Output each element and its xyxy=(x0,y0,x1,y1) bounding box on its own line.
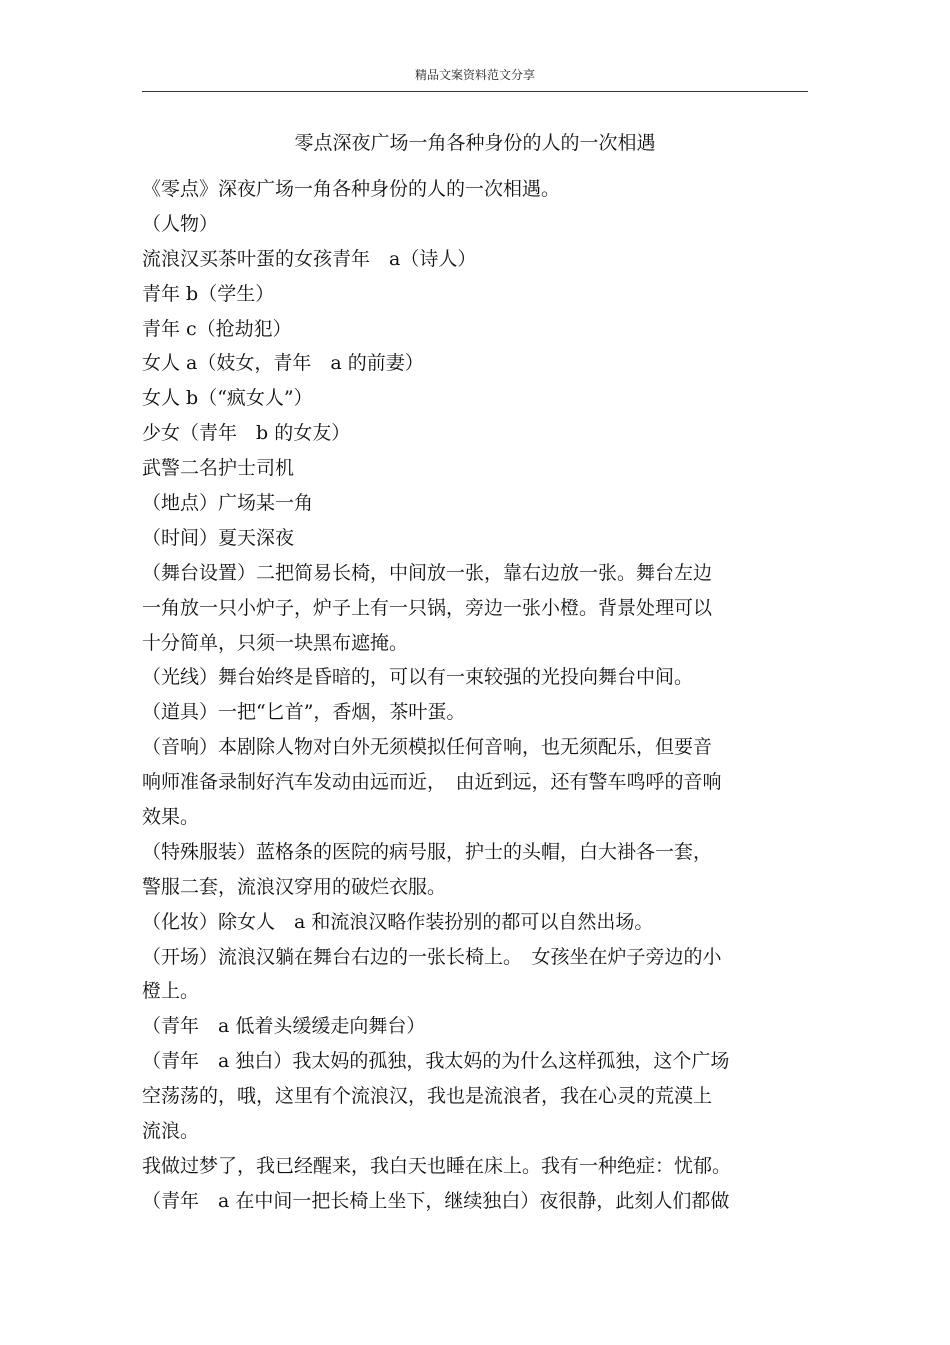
text-line: （舞台设置）二把简易长椅，中间放一张，靠右边放一张。舞台左边 xyxy=(142,561,713,584)
text-line: （开场）流浪汉躺在舞台右边的一张长椅上。 女孩坐在炉子旁边的小 xyxy=(142,945,722,968)
text-line: 女人 a（妓女，青年 a 的前妻） xyxy=(142,352,424,375)
text-line: （时间）夏天深夜 xyxy=(142,526,295,549)
text-line: （人物） xyxy=(142,212,219,235)
header-divider xyxy=(142,91,808,92)
text-line: 橙上。 xyxy=(142,980,200,1003)
text-line: 流浪汉买茶叶蛋的女孩青年 a（诗人） xyxy=(142,247,477,270)
text-line: 青年 b（学生） xyxy=(142,282,275,305)
text-line: 一角放一只小炉子，炉子上有一只锅，旁边一张小橙。背景处理可以 xyxy=(142,596,713,619)
document-title: 零点深夜广场一角各种身份的人的一次相遇 xyxy=(294,132,656,154)
text-line: （地点）广场某一角 xyxy=(142,492,314,515)
text-line: 流浪。 xyxy=(142,1120,200,1143)
text-line: （青年 a 低着头缓缓走向舞台） xyxy=(142,1015,426,1038)
text-line: （道具）一把“匕首”，香烟，茶叶蛋。 xyxy=(142,701,466,724)
page-header: 精品文案资料范文分享 xyxy=(414,68,535,82)
text-line: 青年 c（抢劫犯） xyxy=(142,317,292,340)
text-line: 女人 b（“疯女人”） xyxy=(142,387,313,410)
text-line: 警服二套，流浪汉穿用的破烂衣服。 xyxy=(142,875,447,898)
text-line: 《零点》深夜广场一角各种身份的人的一次相遇。 xyxy=(142,178,561,200)
text-line: （青年 a 独白）我太妈的孤独，我太妈的为什么这样孤独，这个广场 xyxy=(142,1050,730,1073)
text-line: 空荡荡的，哦，这里有个流浪汉，我也是流浪者，我在心灵的荒漠上 xyxy=(142,1085,713,1108)
document-body xyxy=(142,172,802,1219)
text-line: （化妆）除女人 a 和流浪汉略作装扮别的都可以自然出场。 xyxy=(142,910,654,933)
text-line: （光线）舞台始终是昏暗的，可以有一束较强的光投向舞台中间。 xyxy=(142,666,694,689)
text-line: （音响）本剧除人物对白外无须模拟任何音响，也无须配乐，但要音 xyxy=(142,736,713,759)
text-line: 武警二名护士司机 xyxy=(142,457,295,480)
text-line: 十分简单，只须一块黑布遮掩。 xyxy=(142,631,409,654)
text-line: （青年 a 在中间一把长椅上坐下，继续独白）夜很静，此刻人们都做 xyxy=(142,1189,730,1212)
text-line: （特殊服装）蓝格条的医院的病号服，护士的头帽，白大褂各一套， xyxy=(142,840,713,863)
text-line: 少女（青年 b 的女友） xyxy=(142,422,351,445)
text-line: 我做过梦了，我已经醒来，我白天也睡在床上。我有一种绝症：忧郁。 xyxy=(142,1154,732,1177)
text-line: 效果。 xyxy=(142,806,200,829)
text-line: 响师准备录制好汽车发动由远而近， 由近到远，还有警车鸣呼的音响 xyxy=(142,771,722,794)
